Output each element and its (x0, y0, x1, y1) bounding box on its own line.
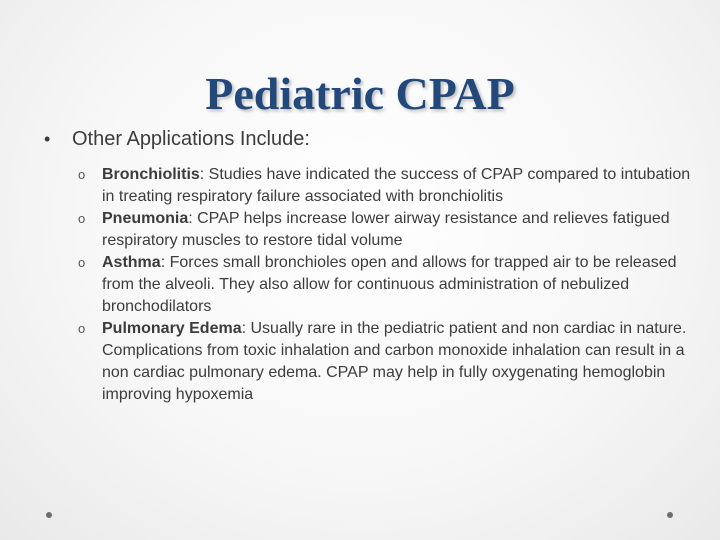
list-item-asthma (78, 252, 694, 318)
list-item-text (102, 208, 694, 252)
list-item-pulmonary-edema (78, 318, 694, 406)
circle-bullet-icon: o (78, 167, 86, 182)
corner-dot-right (667, 512, 673, 518)
circle-bullet-icon: o (78, 211, 86, 226)
list-item-text (102, 164, 694, 208)
list-item-description: : CPAP helps increase lower airway resistance and relieves fatigued respiratory muscles to restore tidal volume (102, 210, 670, 249)
list-item-description: : Forces small bronchioles open and allows for trapped air to be released from the alveoli. They also allow for continuous administration of nebulized bronchodilators (102, 254, 677, 315)
list-item-term: Pneumonia (102, 210, 189, 227)
list-item-pneumonia (78, 208, 694, 252)
list-item-term: Pulmonary Edema (102, 320, 242, 337)
main-bullet (44, 126, 694, 152)
bullet-icon: • (44, 129, 51, 149)
circle-bullet-icon: o (78, 321, 86, 336)
list-item-text (102, 252, 694, 318)
list-item-term: Bronchiolitis (102, 166, 200, 183)
list-item-text (102, 318, 694, 406)
list-item-description: : Usually rare in the pediatric patient and non cardiac in nature. Complications from toxic inhalation and carbon monoxide inhalation can result in a non cardiac pulmonary edema. CPAP may help in fully oxygenating hemoglobin improving hypoxemia (102, 320, 687, 403)
list-item-term: Asthma (102, 254, 161, 271)
slide-title: Pediatric CPAP (205, 68, 515, 119)
circle-bullet-icon: o (78, 255, 86, 270)
list-item-bronchiolitis (78, 164, 694, 208)
corner-dot-left (46, 512, 52, 518)
list-item-description: : Studies have indicated the success of CPAP compared to intubation in treating respiratory failure associated with bronchiolitis (102, 166, 691, 205)
main-bullet-text: Other Applications Include: (72, 128, 310, 150)
applications-list (44, 164, 694, 406)
slide-content (44, 126, 694, 406)
